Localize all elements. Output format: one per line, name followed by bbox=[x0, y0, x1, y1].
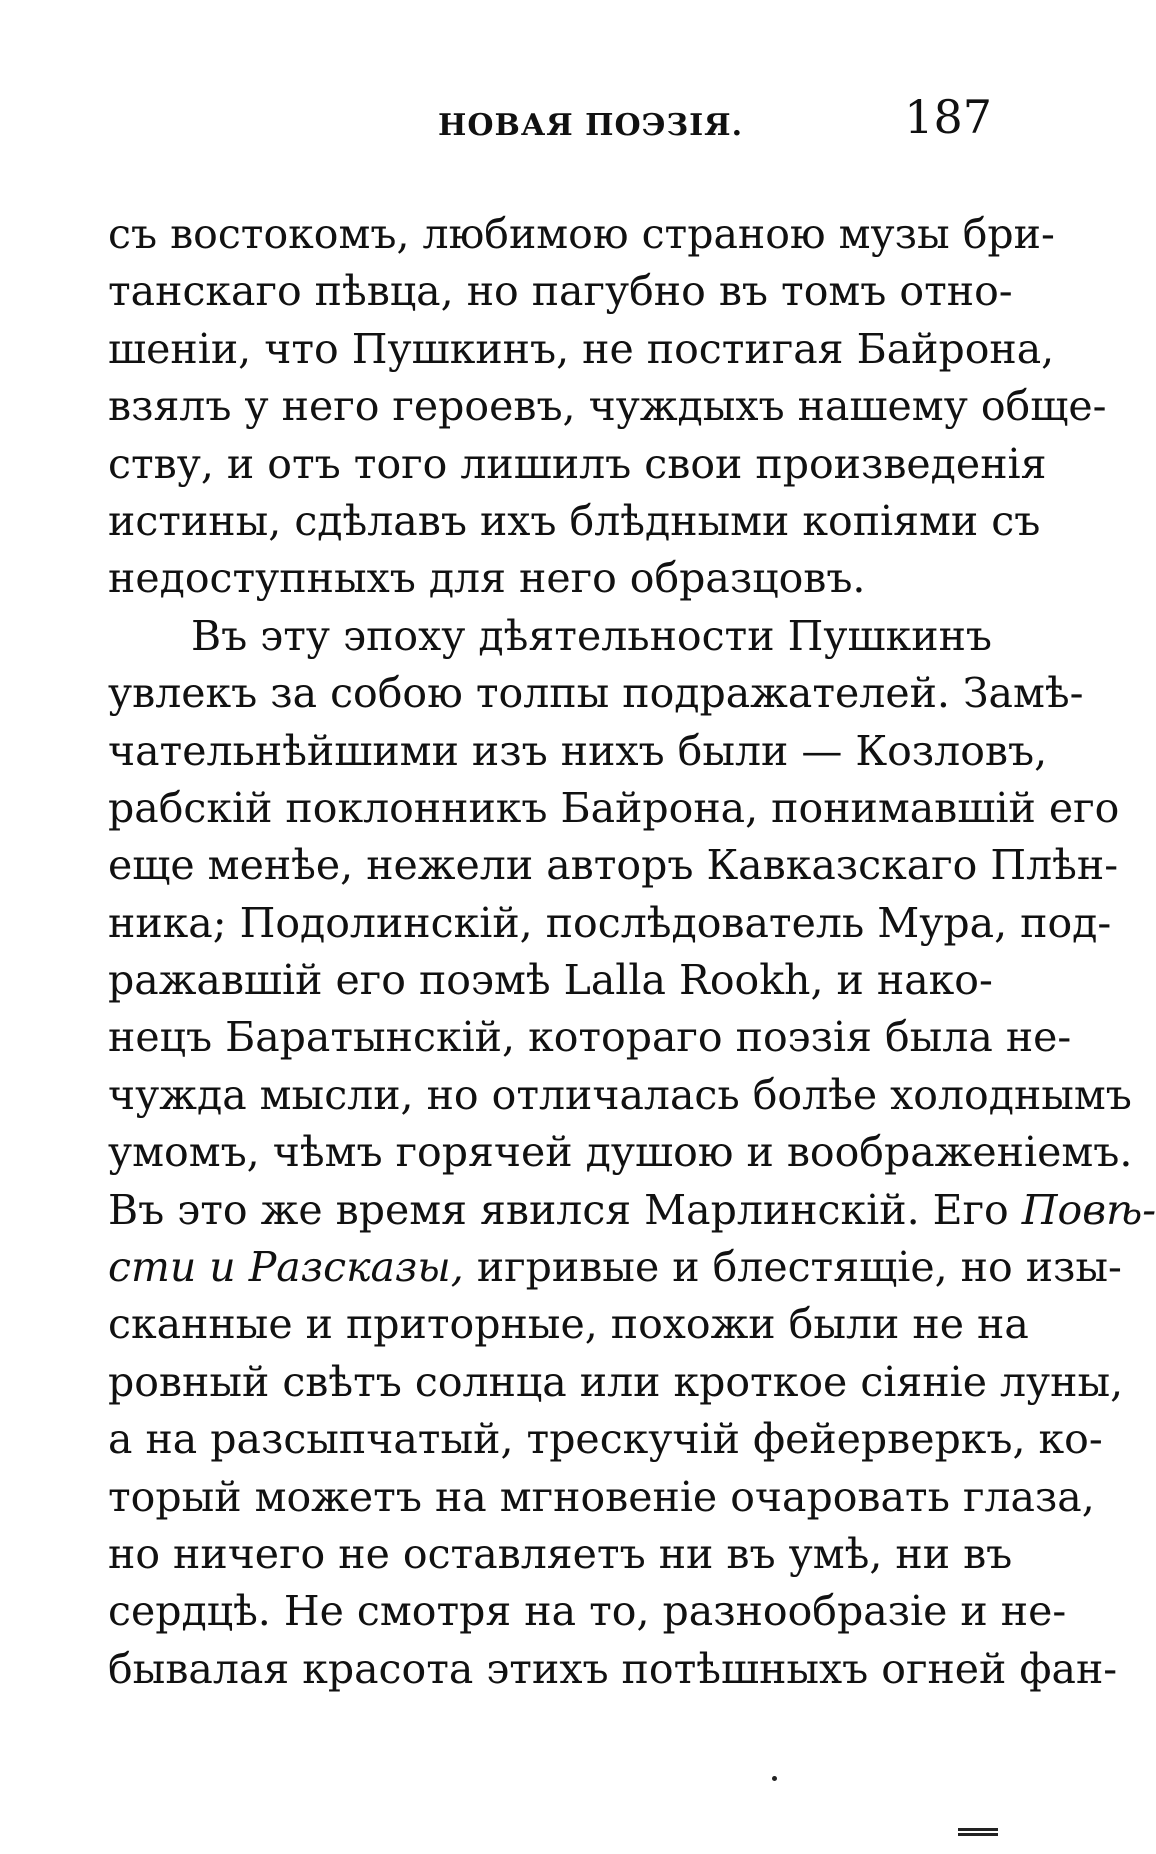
text-line: умомъ, чѣмъ горячей душою и воображеніемъ. bbox=[108, 1128, 1133, 1177]
text-line: ству, и отъ того лишилъ свои произведенія bbox=[108, 439, 1047, 488]
text-fragment: Въ это же время явился Марлинскій. Его bbox=[108, 1185, 1009, 1234]
text-line: сканные и приторные, похожи были не на bbox=[108, 1300, 1029, 1349]
text-line: чательнѣйшими изъ нихъ были — Козловъ, bbox=[108, 726, 1048, 775]
text-line: а на разсыпчатый, трескучій фейерверкъ, ко- bbox=[108, 1415, 1103, 1464]
text-line-with-italic bbox=[108, 1182, 1156, 1239]
text-line: сердцѣ. Не смотря на то, разнообразіе и не- bbox=[108, 1587, 1067, 1636]
ink-dot-mark bbox=[772, 1776, 777, 1781]
text-line: торый можетъ на мгновеніе очаровать глаза, bbox=[108, 1472, 1095, 1521]
text-line: увлекъ за собою толпы подражателей. Замѣ- bbox=[108, 669, 1084, 718]
text-line: шеніи, что Пушкинъ, не постигая Байрона, bbox=[108, 324, 1055, 373]
text-line: бывалая красота этихъ потѣшныхъ огней фан- bbox=[108, 1644, 1118, 1693]
text-line: танскаго пѣвца, но пагубно въ томъ отно- bbox=[108, 267, 1013, 316]
text-line: ровный свѣтъ солнца или кроткое сіяніе луны, bbox=[108, 1357, 1124, 1406]
text-line: еще менѣе, нежели авторъ Кавказскаго Плѣн- bbox=[108, 841, 1119, 890]
body-text bbox=[108, 206, 1156, 1698]
text-line: недоступныхъ для него образцовъ. bbox=[108, 554, 866, 603]
running-title: НОВАЯ ПОЭЗІЯ. bbox=[438, 108, 744, 143]
italic-title-fragment: сти и Разсказы, bbox=[108, 1243, 464, 1292]
text-fragment: игривые и блестящіе, но изы- bbox=[476, 1243, 1122, 1292]
text-line: чужда мысли, но отличалась болѣе холоднымъ bbox=[108, 1070, 1132, 1119]
text-line: взялъ у него героевъ, чуждыхъ нашему обще- bbox=[108, 382, 1107, 431]
scan-edge-mark bbox=[958, 1828, 998, 1838]
text-line-with-italic bbox=[108, 1239, 1122, 1296]
italic-title-fragment: Повѣ- bbox=[1021, 1185, 1156, 1234]
text-line: ражавшій его поэмѣ Lalla Rookh, и нако- bbox=[108, 956, 993, 1005]
text-line: съ востокомъ, любимою страною музы бри- bbox=[108, 210, 1055, 258]
running-header bbox=[108, 90, 992, 152]
text-line: нецъ Баратынскій, котораго поэзія была не- bbox=[108, 1013, 1072, 1062]
text-line: но ничего не оставляетъ ни въ умѣ, ни въ bbox=[108, 1529, 1013, 1578]
text-line: ника; Подолинскій, послѣдователь Мура, под- bbox=[108, 898, 1112, 947]
paragraph-start-line: Въ эту эпоху дѣятельности Пушкинъ bbox=[191, 611, 992, 660]
page-number: 187 bbox=[904, 90, 992, 144]
text-line: истины, сдѣлавъ ихъ блѣдными копіями съ bbox=[108, 496, 1041, 545]
text-line: рабскій поклонникъ Байрона, понимавшій его bbox=[108, 783, 1120, 832]
